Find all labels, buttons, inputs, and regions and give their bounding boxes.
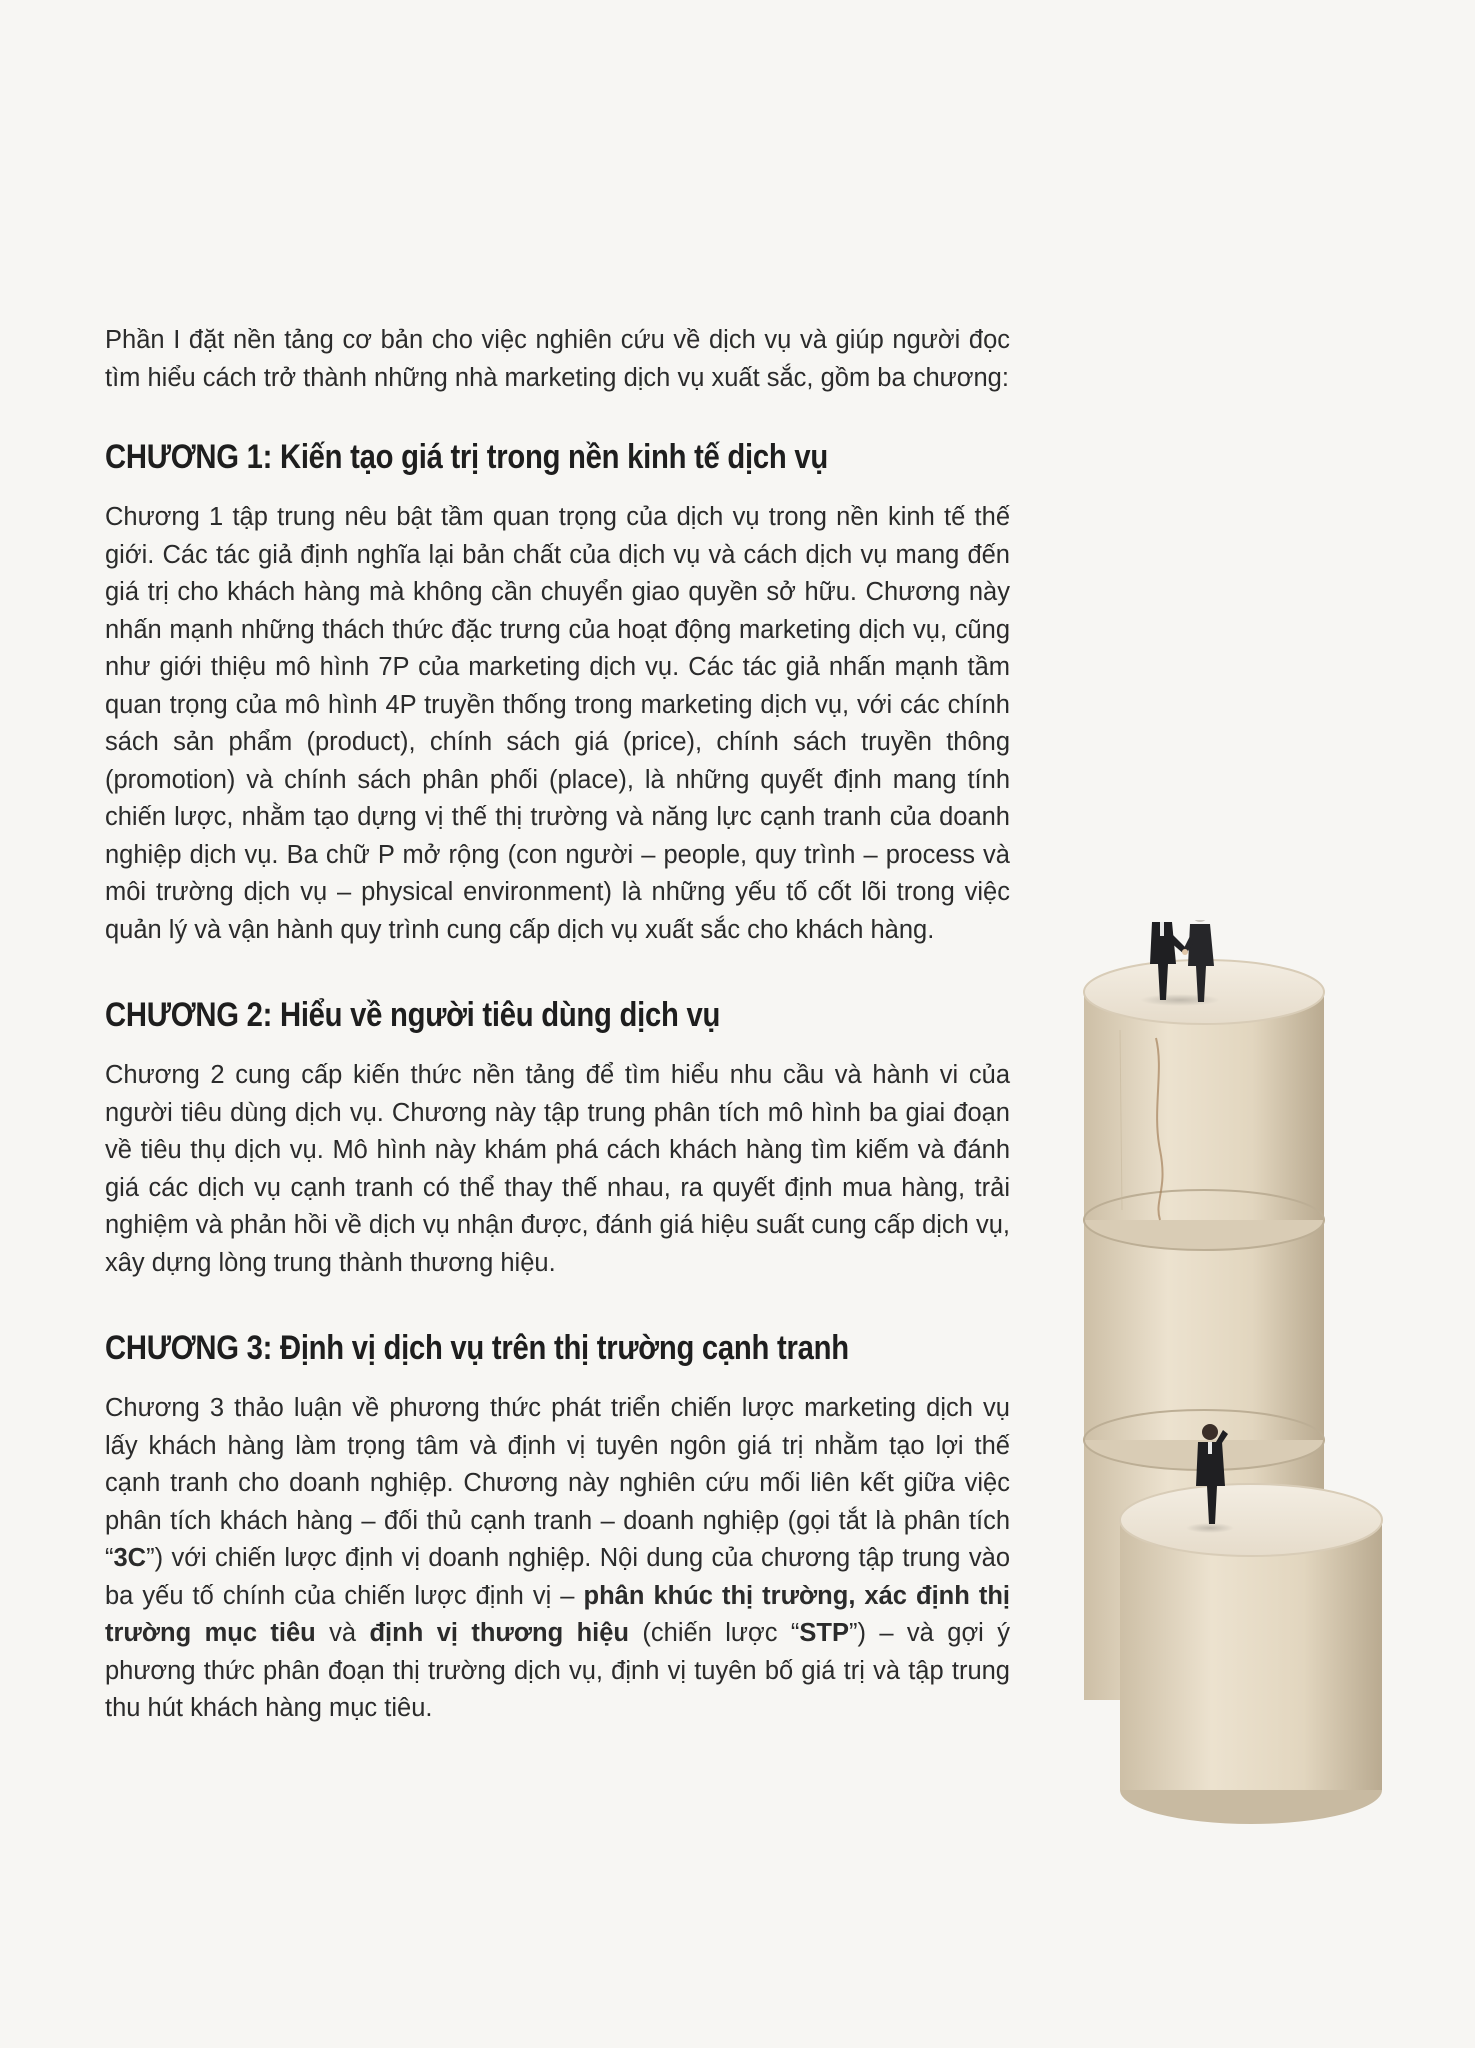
text-run: Chương 3 thảo luận về phương thức phát triển chiến lược marketing dịch vụ lấy khách hàng làm trọng tâm và định vị tuyên ngôn giá trị nhằm tạo lợi thế cạnh tranh cho doanh nghiệp. Chương này nghiên cứu mối liên kết giữa việc phân tích khách hàng – đối thủ cạnh tranh – doanh nghiệp (gọi tắt là phân tích “ bbox=[105, 1394, 1010, 1572]
bold-term-positioning: định vị thương hiệu bbox=[369, 1619, 630, 1647]
text-run: và bbox=[315, 1619, 370, 1647]
text-run: ”) với chiến lược định vị doanh nghiệp. Nội dung của chương tập trung vào ba yếu tố chính của chiến lược định vị – bbox=[105, 1544, 1010, 1610]
bold-term-3c: 3C bbox=[113, 1544, 147, 1572]
bold-term-segmentation: phân khúc thị trường, xác định thị trường mục tiêu bbox=[105, 1581, 1011, 1647]
text-run: (chiến lược “ bbox=[629, 1619, 800, 1647]
bold-term-stp: STP bbox=[799, 1619, 849, 1647]
intro-paragraph: Phần I đặt nền tảng cơ bản cho việc nghiên cứu về dịch vụ và giúp người đọc tìm hiểu cách trở thành những nhà marketing dịch vụ xuất sắc, gồm ba chương: bbox=[105, 326, 1010, 392]
text-column bbox=[105, 322, 1010, 1728]
wooden-blocks-illustration bbox=[1060, 920, 1440, 1850]
chapter-2-heading: CHƯƠNG 2: Hiểu về người tiêu dùng dịch vụ bbox=[105, 996, 721, 1034]
chapter-2-paragraph: Chương 2 cung cấp kiến thức nền tảng để tìm hiểu nhu cầu và hành vi của người tiêu dùng dịch vụ. Chương này tập trung phân tích mô hình ba giai đoạn về tiêu thụ dịch vụ. Mô hình này khám phá cách khách hàng tìm kiếm và đánh giá các dịch vụ cạnh tranh có thể thay thế nhau, ra quyết định mua hàng, trải nghiệm và phản hồi về dịch vụ nhận được, đánh giá hiệu suất cung cấp dịch vụ, xây dựng lòng trung thành thương hiệu. bbox=[105, 1061, 1010, 1277]
chapter-3-paragraph bbox=[105, 1390, 1010, 1728]
chapter-1-paragraph: Chương 1 tập trung nêu bật tầm quan trọng của dịch vụ trong nền kinh tế thế giới. Các tác giả định nghĩa lại bản chất của dịch vụ và cách dịch vụ mang đến giá trị cho khách hàng mà không cần chuyển giao quyền sở hữu. Chương này nhấn mạnh những thách thức đặc trưng của hoạt động marketing dịch vụ, cũng như giới thiệu mô hình 7P của marketing dịch vụ. Các tác giả nhấn mạnh tầm quan trọng của mô hình 4P truyền thống trong marketing dịch vụ, với các chính sách sản phẩm (product), chính sách giá (price), chính sách truyền thông (promotion) và chính sách phân phối (place), là những quyết định mang tính chiến lược, nhằm tạo dựng vị thế thị trường và năng lực cạnh tranh của doanh nghiệp dịch vụ. Ba chữ P mở rộng (con người – people, quy trình – process và môi trường dịch vụ – physical environment) là những yếu tố cốt lõi trong việc quản lý và vận hành quy trình cung cấp dịch vụ xuất sắc cho khách hàng. bbox=[105, 503, 1010, 944]
chapter-1-heading: CHƯƠNG 1: Kiến tạo giá trị trong nền kinh tế dịch vụ bbox=[105, 438, 828, 476]
chapter-3-heading: CHƯƠNG 3: Định vị dịch vụ trên thị trường cạnh tranh bbox=[105, 1329, 849, 1367]
text-run: ”) – và gợi ý phương thức phân đoạn thị trường dịch vụ, định vị tuyên bố giá trị và tập trung thu hút khách hàng mục tiêu. bbox=[105, 1619, 1010, 1722]
short-block bbox=[1120, 1484, 1382, 1824]
